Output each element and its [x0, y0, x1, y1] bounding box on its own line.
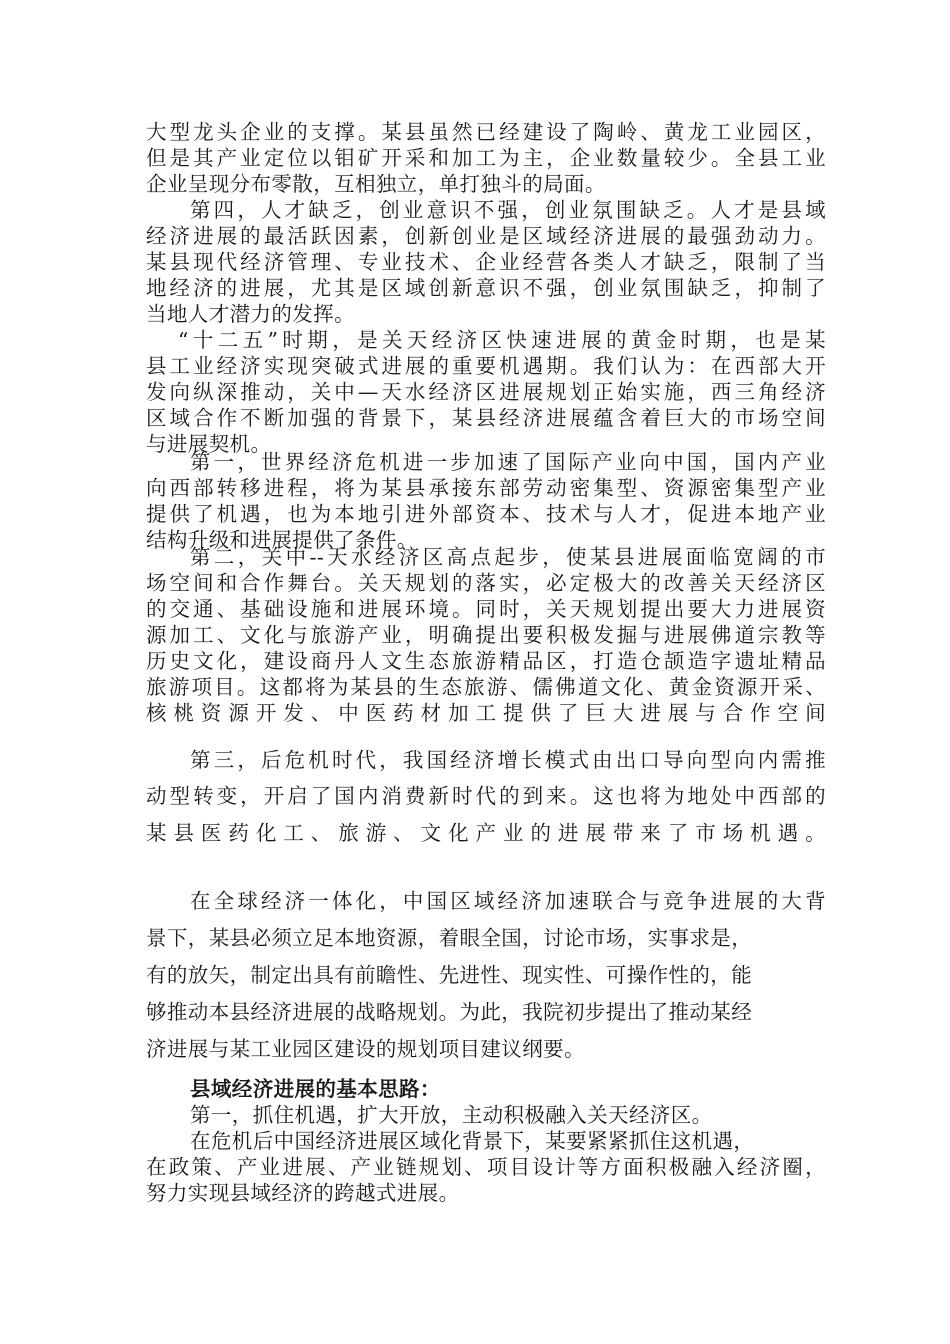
text-line: 向西部转移进程，将为某县承接东部劳动密集型、资源密集型产业 [146, 476, 826, 500]
text-line: 经济进展的最活跃因素，创新创业是区域经济进展的最强劲动力。 [146, 224, 826, 248]
text-line: 济进展与某工业园区建设的规划项目建议纲要。 [146, 1037, 585, 1061]
paragraph-strategy [146, 883, 826, 1068]
paragraph-integration [146, 1128, 826, 1206]
text-line: 提供了机遇，也为本地引进外部资本、技术与人才，促进本地产业 [146, 502, 826, 526]
text-line: 发向纵深推动，关中—天水经济区进展规划正始实施，西三角经济 [146, 380, 826, 404]
section-heading [146, 1076, 826, 1102]
text-line: 大型龙头企业的支撑。某县虽然已经建设了陶岭、黄龙工业园区， [146, 120, 826, 144]
text-line: 在政策、产业进展、产业链规划、项目设计等方面积极融入经济圈， [146, 1155, 826, 1179]
paragraph-first-opportunity [146, 449, 826, 553]
heading-text: 县域经济进展的基本思路： [190, 1077, 441, 1101]
text-line: 企业呈现分布零散，互相独立，单打独斗的局面。 [146, 172, 606, 196]
text-line: 但是其产业定位以钼矿开采和加工为主，企业数量较少。全县工业 [146, 146, 826, 170]
text-line: 某县现代经济管理、专业技术、企业经营各类人才缺乏，限制了当 [146, 250, 826, 274]
text-line: 源加工、文化与旅游产业，明确提出要积极发掘与进展佛道宗教等 [146, 623, 826, 647]
text-line: 第二，关中--天水经济区高点起步，使某县进展面临宽阔的市 [190, 545, 826, 569]
text-line: 在危机后中国经济进展区域化背景下，某要紧紧抓住这机遇， [190, 1129, 755, 1153]
text-line: 有的放矢，制定出具有前瞻性、先进性、现实性、可操作性的，能 [146, 963, 753, 987]
text-line: 够推动本县经济进展的战略规划。为此，我院初步提出了推动某经 [146, 1000, 753, 1024]
text-line: 的交通、基础设施和进展环境。同时，关天规划提出要大力进展资 [146, 597, 826, 621]
text-line: “十二五”时期，是关天经济区快速进展的黄金时期，也是某 [178, 328, 826, 352]
text-line: 景下，某县必须立足本地资源，着眼全国，讨论市场，实事求是， [146, 926, 753, 950]
text-line: 第三，后危机时代，我国经济增长模式由出口导向型向内需推 [190, 748, 826, 772]
text-line: 核桃资源开发、中医药材加工提供了巨大进展与合作空间 [146, 701, 826, 725]
paragraph-third-opportunity [146, 742, 826, 852]
paragraph-industry-support [146, 119, 826, 197]
text-line: 某县医药化工、旅游、文化产业的进展带来了市场机遇。 [146, 821, 826, 845]
paragraph-talent-shortage [146, 197, 826, 327]
text-line: 努力实现县域经济的跨越式进展。 [146, 1181, 460, 1205]
text-line: 场空间和合作舞台。关天规划的落实，必定极大的改善关天经济区 [146, 571, 826, 595]
text-line: 区域合作不断加强的背景下，某县经济进展蕴含着巨大的市场空间 [146, 406, 826, 430]
text-line: 当地人才潜力的发挥。 [146, 302, 355, 326]
text-line: 地经济的进展，尤其是区域创新意识不强，创业氛围缺乏，抑制了 [146, 276, 826, 300]
text-line: 第四，人才缺乏，创业意识不强，创业氛围缺乏。人才是县域 [190, 198, 826, 222]
text-line: 第一，世界经济危机进一步加速了国际产业向中国，国内产业 [190, 450, 826, 474]
paragraph-first-idea [146, 1102, 826, 1128]
text-line: 与进展契机。 [146, 432, 272, 456]
text-line: 在全球经济一体化，中国区域经济加速联合与竞争进展的大背 [190, 889, 826, 913]
text-line: 县工业经济实现突破式进展的重要机遇期。我们认为：在西部大开 [146, 354, 826, 378]
text-line: 动型转变，开启了国内消费新时代的到来。这也将为地处中西部的 [146, 784, 826, 808]
text-line: 结构升级和进展提供了条件。 [146, 528, 418, 552]
text-line: 历史文化，建设商丹人文生态旅游精品区，打造仓颉造字遗址精品 [146, 649, 826, 673]
paragraph-second-opportunity [146, 544, 826, 726]
text-line: 第一，抓住机遇，扩大开放，主动积极融入关天经济区。 [190, 1103, 713, 1127]
paragraph-twelfth-five-year [146, 327, 826, 457]
text-line: 旅游项目。这都将为某县的生态旅游、儒佛道文化、黄金资源开采、 [146, 675, 826, 699]
